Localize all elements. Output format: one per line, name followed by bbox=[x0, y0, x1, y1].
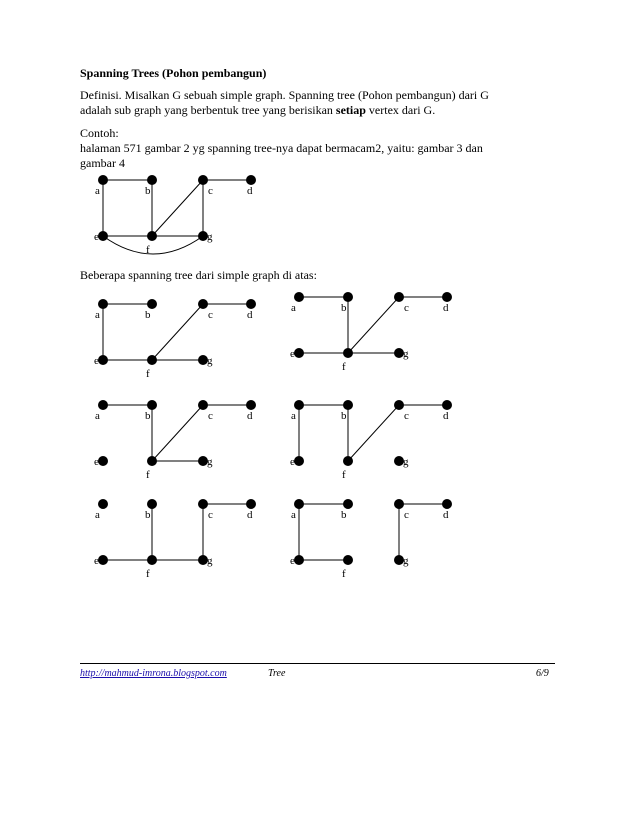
edge-c-f bbox=[152, 405, 203, 461]
vertex-f bbox=[147, 355, 157, 365]
vertex-label-f: f bbox=[146, 244, 150, 256]
vertex-label-d: d bbox=[443, 509, 449, 521]
vertex-label-b: b bbox=[145, 509, 151, 521]
vertex-f bbox=[147, 555, 157, 565]
vertex-label-c: c bbox=[208, 309, 213, 321]
vertex-label-c: c bbox=[208, 509, 213, 521]
vertex-b bbox=[343, 499, 353, 509]
vertex-label-f: f bbox=[146, 568, 150, 580]
section-title: Spanning Trees (Pohon pembangun) bbox=[80, 66, 267, 80]
vertex-label-a: a bbox=[291, 302, 296, 314]
vertex-label-f: f bbox=[146, 469, 150, 481]
vertex-d bbox=[246, 175, 256, 185]
vertex-a bbox=[294, 292, 304, 302]
vertex-label-g: g bbox=[403, 456, 409, 468]
definition-line-1: Definisi. Misalkan G sebuah simple graph. Spanning tree (Pohon pembangun) dari G bbox=[80, 88, 489, 102]
spanning-tree-6 bbox=[290, 499, 452, 580]
vertex-c bbox=[198, 499, 208, 509]
definition-text: adalah sub graph yang berbentuk tree yang berisikan bbox=[80, 103, 336, 117]
vertex-label-e: e bbox=[290, 348, 295, 360]
vertex-label-f: f bbox=[342, 469, 346, 481]
vertex-label-c: c bbox=[208, 410, 213, 422]
vertex-label-a: a bbox=[95, 509, 100, 521]
vertex-label-a: a bbox=[291, 410, 296, 422]
vertex-label-b: b bbox=[341, 509, 347, 521]
edge-c-f bbox=[348, 297, 399, 353]
vertex-b bbox=[343, 292, 353, 302]
vertex-a bbox=[294, 400, 304, 410]
vertex-e bbox=[98, 456, 108, 466]
edge-c-f bbox=[152, 180, 203, 236]
page-number: 6/9 bbox=[536, 668, 549, 679]
vertex-c bbox=[198, 400, 208, 410]
vertex-label-e: e bbox=[94, 355, 99, 367]
vertex-d bbox=[442, 400, 452, 410]
vertex-label-g: g bbox=[207, 555, 213, 567]
vertex-d bbox=[246, 400, 256, 410]
vertex-label-e: e bbox=[290, 456, 295, 468]
vertex-label-e: e bbox=[94, 555, 99, 567]
vertex-label-f: f bbox=[342, 568, 346, 580]
spanning-tree-1 bbox=[94, 299, 256, 380]
vertex-label-b: b bbox=[145, 309, 151, 321]
vertex-label-b: b bbox=[145, 410, 151, 422]
definition-bold-word: setiap bbox=[335, 103, 366, 117]
vertex-a bbox=[98, 299, 108, 309]
footer-link[interactable]: http://mahmud-imrona.blogspot.com bbox=[80, 668, 227, 679]
vertex-c bbox=[394, 499, 404, 509]
vertex-label-g: g bbox=[403, 348, 409, 360]
vertex-f bbox=[343, 456, 353, 466]
vertex-e bbox=[294, 555, 304, 565]
vertex-label-e: e bbox=[94, 456, 99, 468]
vertex-label-a: a bbox=[95, 410, 100, 422]
vertex-label-e: e bbox=[94, 231, 99, 243]
spanning-tree-4 bbox=[290, 400, 452, 481]
vertex-label-f: f bbox=[146, 368, 150, 380]
example-heading: Contoh: bbox=[80, 126, 119, 140]
vertex-label-a: a bbox=[291, 509, 296, 521]
vertex-a bbox=[98, 175, 108, 185]
vertex-label-d: d bbox=[443, 302, 449, 314]
vertex-label-d: d bbox=[247, 185, 253, 197]
example-line-2: gambar 4 bbox=[80, 156, 125, 170]
vertex-d bbox=[246, 499, 256, 509]
vertex-d bbox=[442, 499, 452, 509]
vertex-label-e: e bbox=[290, 555, 295, 567]
edge-c-f bbox=[348, 405, 399, 461]
vertex-label-d: d bbox=[247, 410, 253, 422]
vertex-label-g: g bbox=[207, 231, 213, 243]
vertex-b bbox=[343, 400, 353, 410]
vertex-c bbox=[394, 292, 404, 302]
vertex-label-c: c bbox=[404, 302, 409, 314]
vertex-f bbox=[147, 231, 157, 241]
spanning-tree-2 bbox=[290, 292, 452, 373]
vertex-c bbox=[198, 175, 208, 185]
vertex-b bbox=[147, 499, 157, 509]
vertex-label-b: b bbox=[341, 410, 347, 422]
vertex-label-g: g bbox=[403, 555, 409, 567]
definition-text-end: vertex dari G. bbox=[365, 103, 436, 117]
spanning-tree-heading: Beberapa spanning tree dari simple graph di atas: bbox=[80, 268, 317, 282]
main-graph bbox=[94, 175, 256, 256]
vertex-d bbox=[246, 299, 256, 309]
footer-title: Tree bbox=[268, 668, 286, 679]
vertex-e bbox=[294, 456, 304, 466]
vertex-a bbox=[294, 499, 304, 509]
vertex-f bbox=[147, 456, 157, 466]
vertex-label-g: g bbox=[207, 456, 213, 468]
vertex-label-a: a bbox=[95, 309, 100, 321]
vertex-label-c: c bbox=[404, 410, 409, 422]
vertex-c bbox=[394, 400, 404, 410]
vertex-label-c: c bbox=[404, 509, 409, 521]
vertex-f bbox=[343, 348, 353, 358]
spanning-tree-3 bbox=[94, 400, 256, 481]
vertex-label-a: a bbox=[95, 185, 100, 197]
vertex-label-g: g bbox=[207, 355, 213, 367]
example-line-1: halaman 571 gambar 2 yg spanning tree-nya dapat bermacam2, yaitu: gambar 3 dan bbox=[80, 141, 483, 155]
footer-divider bbox=[80, 663, 555, 664]
vertex-b bbox=[147, 175, 157, 185]
vertex-e bbox=[294, 348, 304, 358]
vertex-e bbox=[98, 231, 108, 241]
vertex-label-d: d bbox=[247, 309, 253, 321]
vertex-a bbox=[98, 499, 108, 509]
vertex-label-b: b bbox=[341, 302, 347, 314]
spanning-tree-5 bbox=[94, 499, 256, 580]
vertex-label-d: d bbox=[247, 509, 253, 521]
vertex-e bbox=[98, 355, 108, 365]
vertex-d bbox=[442, 292, 452, 302]
vertex-label-c: c bbox=[208, 185, 213, 197]
vertex-b bbox=[147, 299, 157, 309]
vertex-label-b: b bbox=[145, 185, 151, 197]
edge-c-f bbox=[152, 304, 203, 360]
vertex-label-f: f bbox=[342, 361, 346, 373]
vertex-a bbox=[98, 400, 108, 410]
vertex-b bbox=[147, 400, 157, 410]
vertex-f bbox=[343, 555, 353, 565]
vertex-e bbox=[98, 555, 108, 565]
vertex-c bbox=[198, 299, 208, 309]
vertex-label-d: d bbox=[443, 410, 449, 422]
